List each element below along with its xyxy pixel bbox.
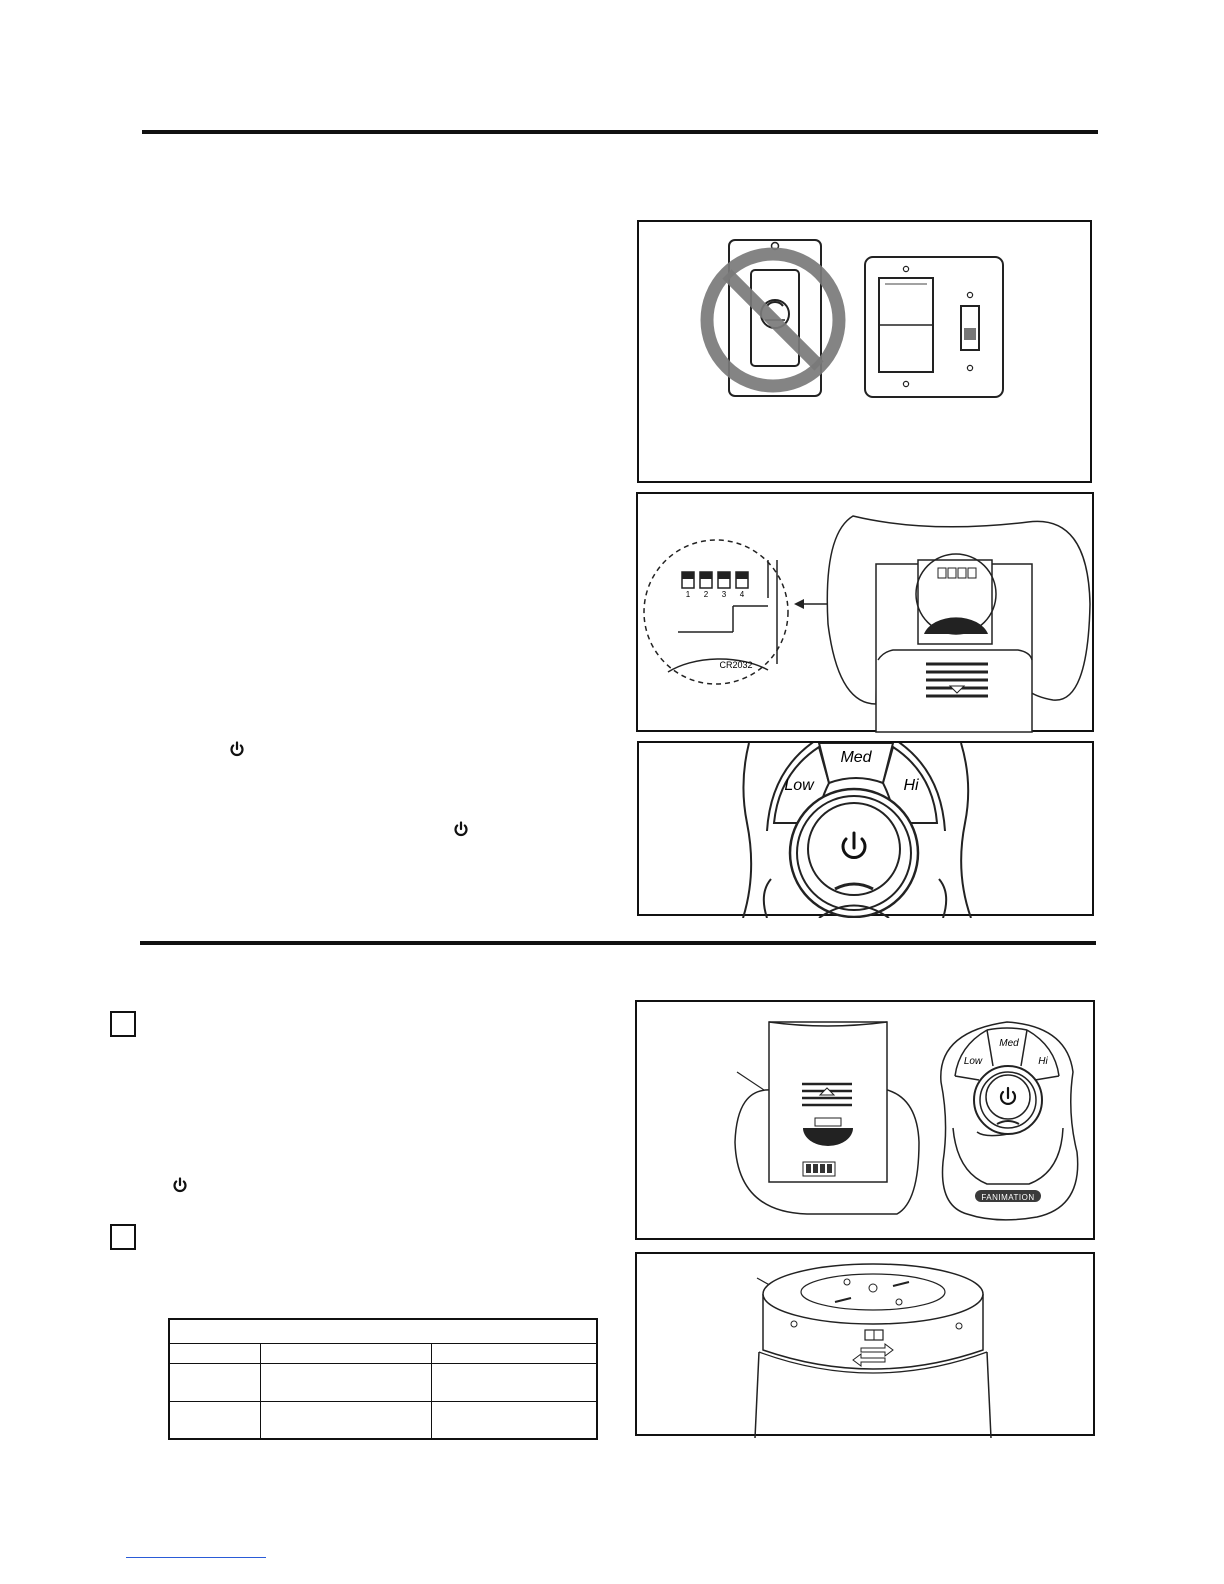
table-cell	[432, 1363, 598, 1401]
dip-number-2: 2	[703, 590, 709, 599]
dip-number-4: 4	[739, 590, 745, 599]
remote-front-figure	[637, 741, 1094, 916]
brand-logo: FANIMATION	[981, 1193, 1035, 1202]
remote-back-cover	[735, 1022, 919, 1214]
pairing-figure	[635, 1000, 1095, 1240]
step-checkbox-1[interactable]	[110, 1011, 136, 1037]
med-button-label: Med	[999, 1038, 1019, 1049]
dip-number-3: 3	[721, 590, 727, 599]
low-button-label: Low	[963, 1056, 983, 1067]
table-cell	[432, 1401, 598, 1439]
dip-switch-figure	[636, 492, 1094, 732]
dip-setting-table	[168, 1318, 598, 1440]
wall-control-figure	[637, 220, 1092, 483]
footer-link-underline[interactable]	[126, 1557, 266, 1558]
section-divider-top	[142, 130, 1098, 134]
wall-switch-plate	[865, 257, 1003, 397]
table-cell	[169, 1401, 261, 1439]
table-title-cell	[169, 1319, 597, 1343]
battery-label: CR2032	[719, 660, 753, 670]
fan-housing	[755, 1264, 991, 1438]
table-header-cell	[261, 1343, 432, 1363]
table-row	[169, 1401, 597, 1439]
table-header-cell	[432, 1343, 598, 1363]
low-button-label: Low	[784, 777, 814, 794]
hi-button-label: Hi	[903, 777, 919, 794]
receiver-figure	[635, 1252, 1095, 1436]
dip-switch-magnified-view	[644, 540, 788, 684]
power-icon	[229, 741, 245, 757]
section-divider-middle	[140, 941, 1096, 945]
table-header-cell	[169, 1343, 261, 1363]
power-button[interactable]	[790, 789, 918, 917]
table-row	[169, 1363, 597, 1401]
remote-front	[941, 1022, 1078, 1220]
step-checkbox-2[interactable]	[110, 1224, 136, 1250]
power-icon	[172, 1177, 188, 1193]
power-icon	[453, 821, 469, 837]
table-cell	[261, 1401, 432, 1439]
med-button-label: Med	[840, 749, 872, 766]
remote-back-cover	[827, 516, 1090, 732]
table-cell	[261, 1363, 432, 1401]
hi-button-label: Hi	[1038, 1056, 1048, 1067]
dip-number-1: 1	[685, 590, 691, 599]
table-cell	[169, 1363, 261, 1401]
